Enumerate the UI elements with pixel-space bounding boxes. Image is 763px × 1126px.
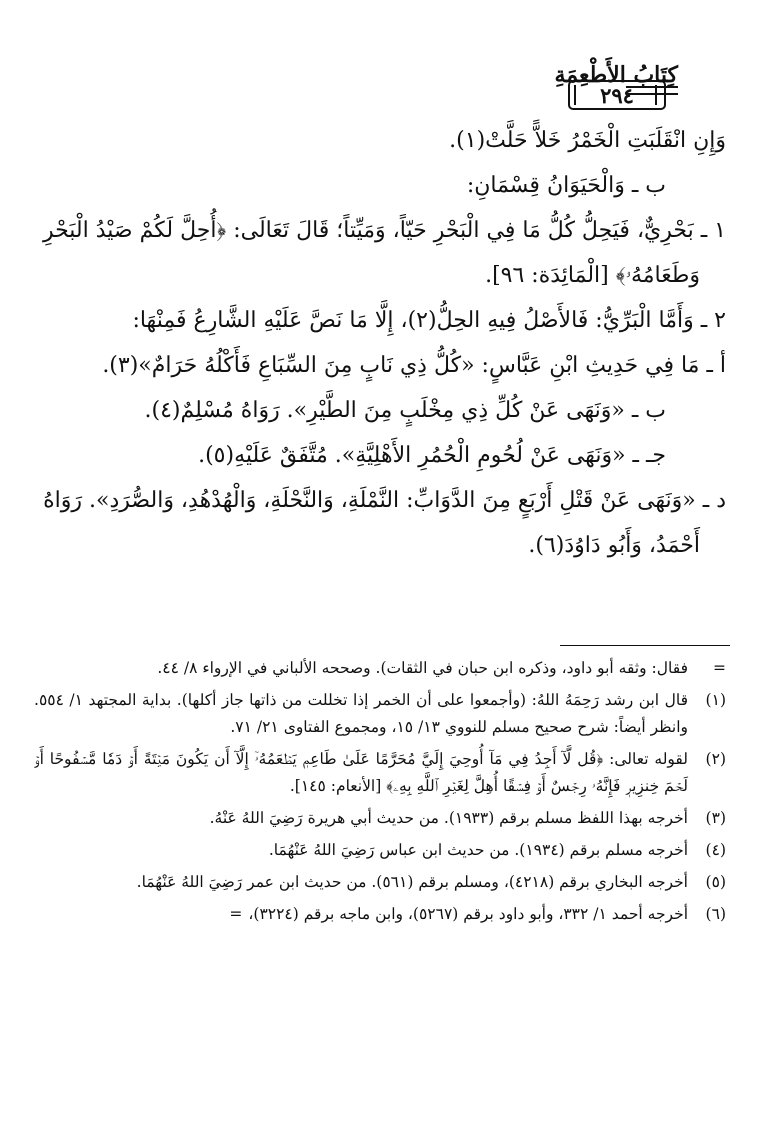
footnote-separator xyxy=(560,645,730,646)
footnote-mark: (١) xyxy=(705,691,726,709)
numbered-paragraph: ٢ ـ وَأَمَّا الْبَرِّيُّ: فَالأَصْلُ فِيهِ الحِلُّ(٢)، إِلَّا مَا نَصَّ عَلَيْهِ الشَّارِعُ فَمِنْهَا: xyxy=(132,308,726,333)
footnote-text: لقوله تعالى: ﴿قُل لَّآ أَجِدُ فِي مَآ أُوحِيَ إِلَيَّ مُحَرَّمًا عَلَىٰ طَاعِمٖ يَطۡعَمُهُۥٓ إِلَّآ أَن يَكُونَ مَيۡتَةً أَوۡ دَمٗا مَّسۡفُوحًا أَوۡ لَحۡمَ خِنزِيرٖ فَإِنَّهُۥ رِجۡسٌ أَوۡ فِسۡقًا أُهِلَّ لِغَيۡرِ ٱللَّهِ بِهِۦ﴾ [الأنعام: ١٤٥]. xyxy=(34,750,688,795)
footnote-text: أخرجه البخاري برقم (٤٢١٨)، ومسلم برقم (٥٦١). من حديث ابن عمر رَضِيَ اللهُ عَنْهُمَا. xyxy=(136,873,688,891)
footnote-text: أخرجه مسلم برقم (١٩٣٤). من حديث ابن عباس رَضِيَ اللهُ عَنْهُمَا. xyxy=(268,841,688,859)
footnote xyxy=(34,687,726,741)
footnote xyxy=(34,655,726,682)
footnotes xyxy=(34,655,726,933)
footnote-body: أخرجه أحمد ١/ ٣٣٢، وأبو داود برقم (٥٢٦٧)، وابن ماجه برقم (٣٢٢٤)، xyxy=(248,905,688,923)
main-text xyxy=(40,118,726,568)
footnote xyxy=(34,837,726,864)
section-heading: ب ـ وَالْحَيَوَانُ قِسْمَانِ: xyxy=(466,173,666,198)
lettered-paragraph: د ـ «وَنَهَى عَنْ قَتْلِ أَرْبَعٍ مِنَ الدَّوَابِّ: النَّمْلَةِ، وَالنَّحْلَةِ، وَالْهُدْهُدِ، وَالصُّرَدِ». رَوَاهُ أَحْمَدُ، وَأَبُو دَاوُدَ(٦). xyxy=(43,488,726,558)
footnote-mark: (٤) xyxy=(705,841,726,859)
footnote-mark: (٥) xyxy=(705,873,726,891)
lettered-paragraph: أ ـ مَا فِي حَدِيثِ ابْنِ عَبَّاسٍ: «كُلُّ ذِي نَابٍ مِنَ السِّبَاعِ فَأَكْلُهُ حَرَامٌ»(٣). xyxy=(102,353,726,378)
page-number: ٢٩٤ xyxy=(568,80,666,110)
footnote-mark: (٣) xyxy=(705,809,726,827)
footnote xyxy=(34,746,726,800)
footnote xyxy=(34,805,726,832)
footnote-mark: (٢) xyxy=(705,750,726,768)
footnote-mark: = xyxy=(713,659,726,677)
book-title: كِتَابُ الأَطْعِمَةِ xyxy=(554,62,678,88)
continuation-mark: = xyxy=(229,905,243,923)
footnote-text: فقال: وثقه أبو داود، وذكره ابن حبان في الثقات). وصححه الألباني في الإرواء ٨/ ٤٤. xyxy=(157,659,688,677)
footnote-text: أخرجه بهذا اللفظ مسلم برقم (١٩٣٣). من حديث أبي هريرة رَضِيَ اللهُ عَنْهُ. xyxy=(209,809,688,827)
footnote-mark: (٦) xyxy=(705,905,726,923)
numbered-paragraph: ١ ـ بَحْرِيٌّ، فَيَحِلُّ كُلُّ مَا فِي الْبَحْرِ حَيّاً، وَمَيِّتاً؛ قَالَ تَعَالَى: ﴿أُحِلَّ لَكُمْ صَيْدُ الْبَحْرِ وَطَعَامُهُۥ﴾ [الْمَائِدَة: ٩٦]. xyxy=(42,218,726,288)
footnote-text xyxy=(34,901,688,928)
footnote xyxy=(34,869,726,896)
page-header xyxy=(48,62,678,112)
text-line: وَإِنِ انْقَلَبَتِ الْخَمْرُ خَلاًّ حَلَّتْ(١). xyxy=(449,128,726,153)
lettered-paragraph: ب ـ «وَنَهَى عَنْ كُلِّ ذِي مِخْلَبٍ مِنَ الطَّيْرِ». رَوَاهُ مُسْلِمٌ(٤). xyxy=(144,398,666,423)
lettered-paragraph: جـ ـ «وَنَهَى عَنْ لُحُومِ الْحُمُرِ الأَهْلِيَّةِ». مُتَّفَقٌ عَلَيْهِ(٥). xyxy=(198,443,666,468)
footnote-text: قال ابن رشد رَحِمَهُ اللهُ: (وأجمعوا على أن الخمر إذا تخللت من ذاتها جاز أكلها). بداية المجتهد ١/ ٥٥٤. وانظر أيضاً: شرح صحيح مسلم للنووي ١٣/ ١٥، ومجموع الفتاوى ٢١/ ٧١. xyxy=(34,691,688,736)
footnote xyxy=(34,901,726,928)
